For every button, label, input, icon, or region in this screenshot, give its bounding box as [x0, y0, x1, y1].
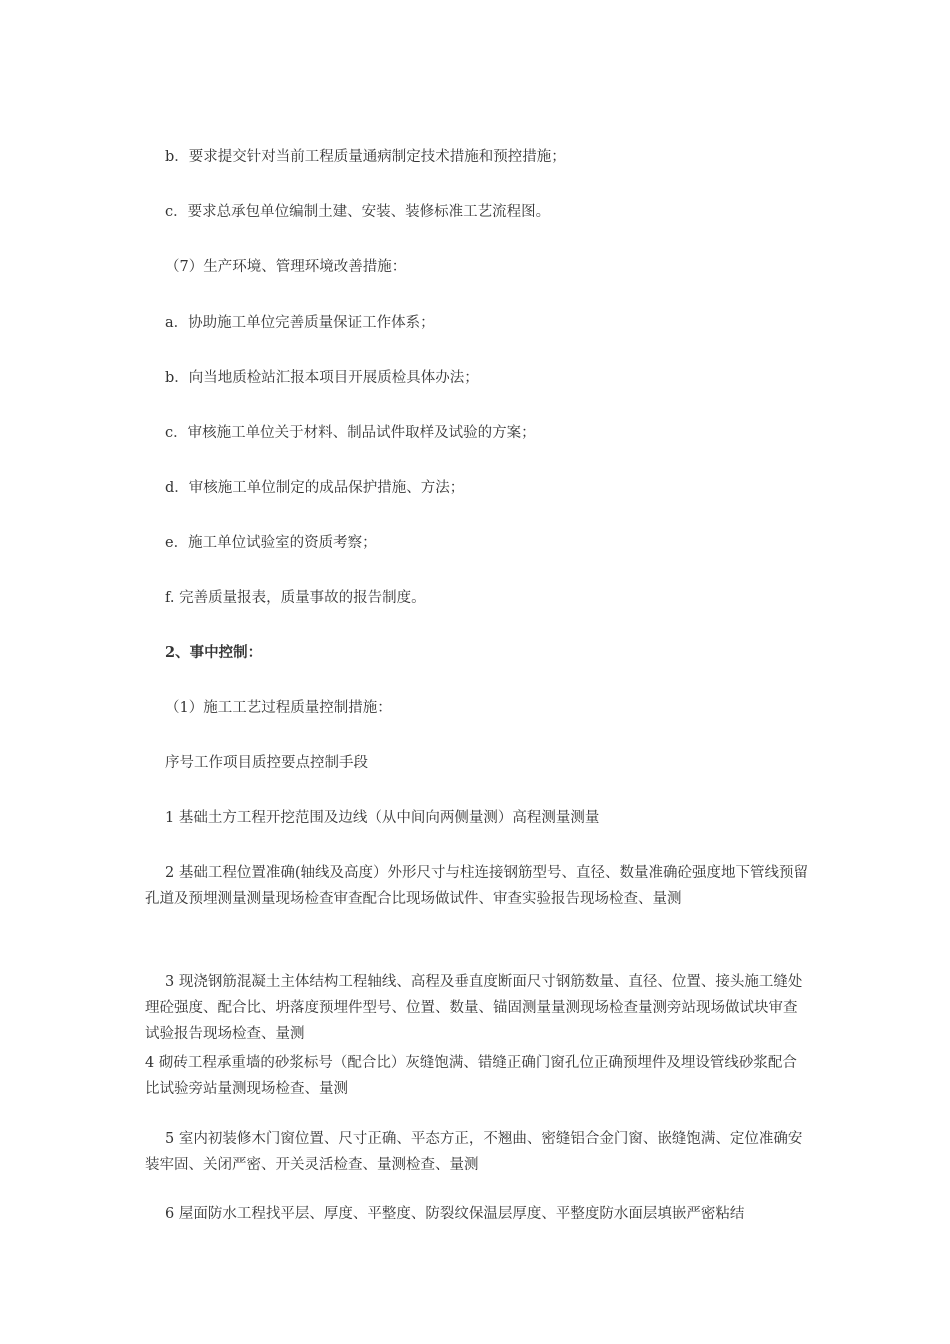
- table-row-5: 5 室内初装修木门窗位置、尺寸正确、平态方正，不翘曲、密缝铝合金门窗、嵌缝饱满、定位准确安装牢固、关闭严密、开关灵活检查、量测检查、量测: [145, 1131, 803, 1173]
- table-row-1: 1 基础土方工程开挖范围及边线（从中间向两侧量测）高程测量测量: [165, 810, 600, 826]
- paragraph-item-7: （7）生产环境、管理环境改善措施：: [165, 259, 407, 275]
- paragraph-c-flowchart: c．要求总承包单位编制土建、安装、装修标准工艺流程图。: [165, 204, 551, 220]
- paragraph-item-1: （1）施工工艺过程质量控制措施：: [165, 700, 392, 716]
- table-row-4: 4 砌砖工程承重墙的砂浆标号（配合比）灰缝饱满、错缝正确门窗孔位正确预埋件及埋设管线砂浆配合比试验旁站量测现场检查、量测: [145, 1055, 797, 1097]
- paragraph-b-submit: b．要求提交针对当前工程质量通病制定技术措施和预控措施；: [165, 149, 566, 165]
- table-row-3: 3 现浇钢筋混凝土主体结构工程轴线、高程及垂直度断面尺寸钢筋数量、直径、位置、接头施工缝处理砼强度、配合比、坍落度预埋件型号、位置、数量、锚固测量量测现场检查量测旁站现场做试块审查试验报告现场检查、量测: [145, 974, 803, 1042]
- section-heading-2: 2、事中控制：: [165, 644, 263, 661]
- paragraph-c-review-materials: c．审核施工单位关于材料、制品试件取样及试验的方案；: [165, 425, 536, 441]
- table-row-2: 2 基础工程位置准确(轴线及高度）外形尺寸与柱连接钢筋型号、直径、数量准确砼强度地下管线预留孔道及预埋测量测量现场检查审查配合比现场做试件、审查实验报告现场检查、量测: [145, 865, 808, 907]
- table-header-line: 序号工作项目质控要点控制手段: [165, 755, 368, 771]
- paragraph-b-report: b．向当地质检站汇报本项目开展质检具体办法；: [165, 370, 479, 386]
- paragraph-e-lab: e．施工单位试验室的资质考察；: [165, 535, 377, 551]
- paragraph-a-assist: a．协助施工单位完善质量保证工作体系；: [165, 315, 435, 331]
- paragraph-f-reports: f. 完善质量报表，质量事故的报告制度。: [165, 590, 426, 606]
- table-row-6: 6 屋面防水工程找平层、厚度、平整度、防裂纹保温层厚度、平整度防水面层填嵌严密粘结: [165, 1206, 745, 1222]
- paragraph-d-review-protection: d．审核施工单位制定的成品保护措施、方法；: [165, 480, 465, 496]
